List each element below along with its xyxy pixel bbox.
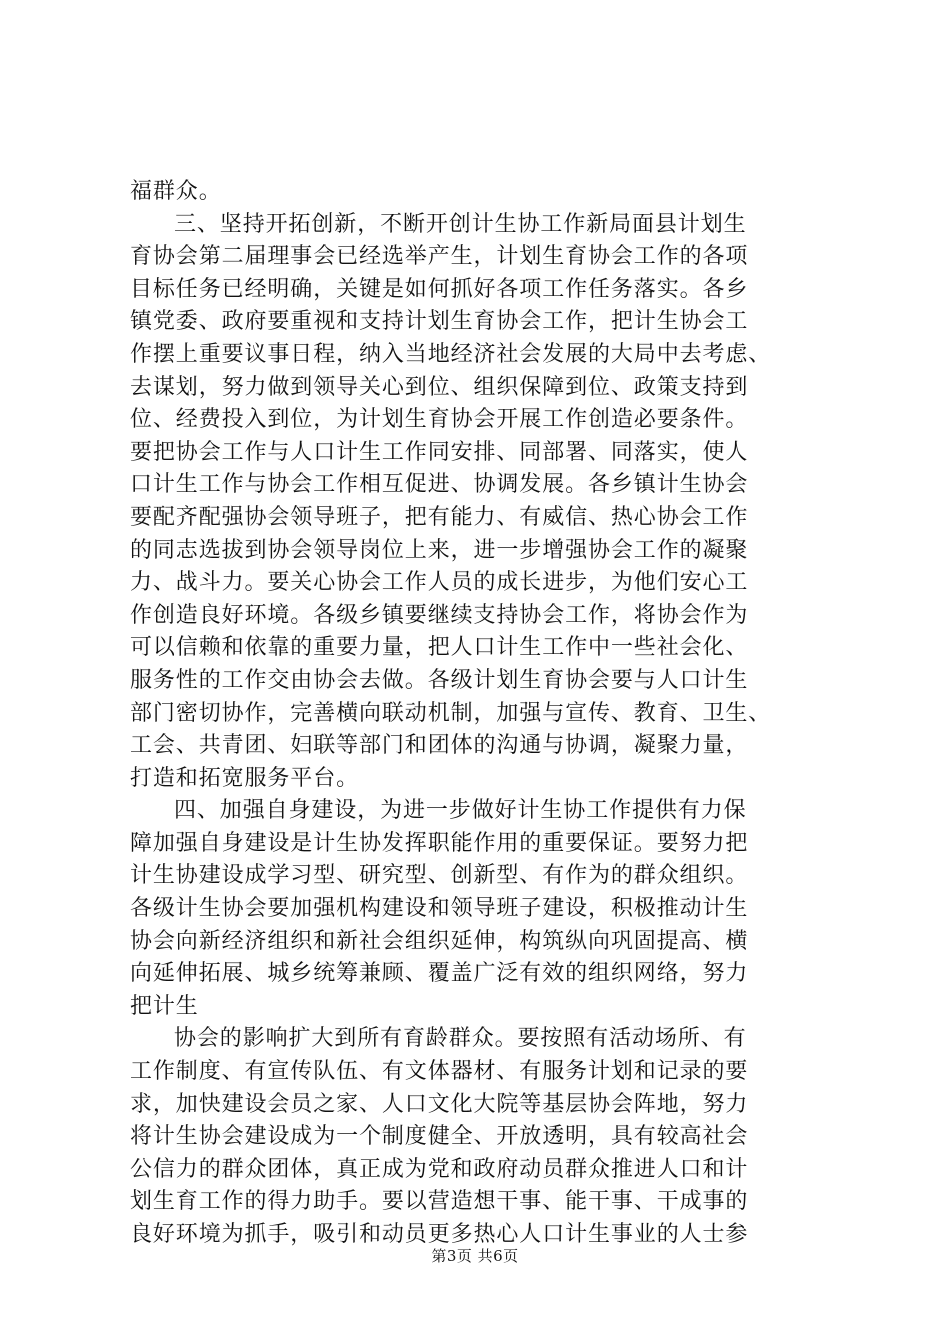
document-body [130, 176, 850, 1252]
text-line: 求，加快建设会员之家、人口文化大院等基层协会阵地，努力 [130, 1091, 749, 1117]
text-line: 公信力的群众团体，真正成为党和政府动员群众推进人口和计 [130, 1156, 749, 1182]
text-line: 各级计生协会要加强机构建设和领导班子建设，积极推动计生 [130, 896, 749, 922]
text-line: 四、加强自身建设，为进一步做好计生协工作提供有力保 [174, 798, 747, 824]
text-line: 去谋划，努力做到领导关心到位、组织保障到位、政策支持到 [130, 374, 749, 400]
text-line: 育协会第二届理事会已经选举产生，计划生育协会工作的各项 [130, 244, 749, 270]
text-line: 工作制度、有宣传队伍、有文体器材、有服务计划和记录的要 [130, 1059, 749, 1085]
text-line: 作摆上重要议事日程，纳入当地经济社会发展的大局中去考虑、 [130, 341, 772, 367]
text-line: 要把协会工作与人口计生工作同安排、同部署、同落实，使人 [130, 439, 749, 465]
text-line: 向延伸拓展、城乡统筹兼顾、覆盖广泛有效的组织网络，努力 [130, 961, 749, 987]
text-line: 服务性的工作交由协会去做。各级计划生育协会要与人口计生 [130, 667, 749, 693]
text-line: 位、经费投入到位，为计划生育协会开展工作创造必要条件。 [130, 407, 749, 433]
text-line: 障加强自身建设是计生协发挥职能作用的重要保证。要努力把 [130, 830, 749, 856]
text-line: 部门密切协作，完善横向联动机制，加强与宣传、教育、卫生、 [130, 700, 772, 726]
text-line: 计生协建设成学习型、研究型、创新型、有作为的群众组织。 [130, 863, 749, 889]
text-line: 可以信赖和依靠的重要力量，把人口计生工作中一些社会化、 [130, 635, 749, 661]
text-line: 协会向新经济组织和新社会组织延伸，构筑纵向巩固提高、横 [130, 928, 749, 954]
text-line: 作创造良好环境。各级乡镇要继续支持协会工作，将协会作为 [130, 602, 749, 628]
text-line: 协会的影响扩大到所有育龄群众。要按照有活动场所、有 [174, 1026, 747, 1052]
text-line: 三、坚持开拓创新，不断开创计生协工作新局面县计划生 [174, 211, 747, 237]
text-line: 将计生协会建设成为一个制度健全、开放透明，具有较高社会 [130, 1124, 749, 1150]
text-line: 的同志选拔到协会领导岗位上来，进一步增强协会工作的凝聚 [130, 537, 749, 563]
page-number-footer: 第3页 共6页 [431, 1247, 519, 1265]
text-line: 打造和拓宽服务平台。 [130, 765, 360, 791]
text-line: 划生育工作的得力助手。要以营造想干事、能干事、干成事的 [130, 1189, 749, 1215]
text-line: 良好环境为抓手，吸引和动员更多热心人口计生事业的人士参 [130, 1222, 749, 1247]
text-line: 目标任务已经明确，关键是如何抓好各项工作任务落实。各乡 [130, 276, 749, 302]
text-line: 力、战斗力。要关心协会工作人员的成长进步，为他们安心工 [130, 570, 749, 596]
text-line: 福群众。 [130, 179, 222, 204]
text-line: 要配齐配强协会领导班子，把有能力、有威信、热心协会工作 [130, 504, 749, 530]
text-line: 把计生 [130, 993, 199, 1019]
text-line: 口计生工作与协会工作相互促进、协调发展。各乡镇计生协会 [130, 472, 749, 498]
text-line: 镇党委、政府要重视和支持计划生育协会工作，把计生协会工 [130, 309, 749, 335]
text-line: 工会、共青团、妇联等部门和团体的沟通与协调，凝聚力量， [130, 733, 749, 759]
